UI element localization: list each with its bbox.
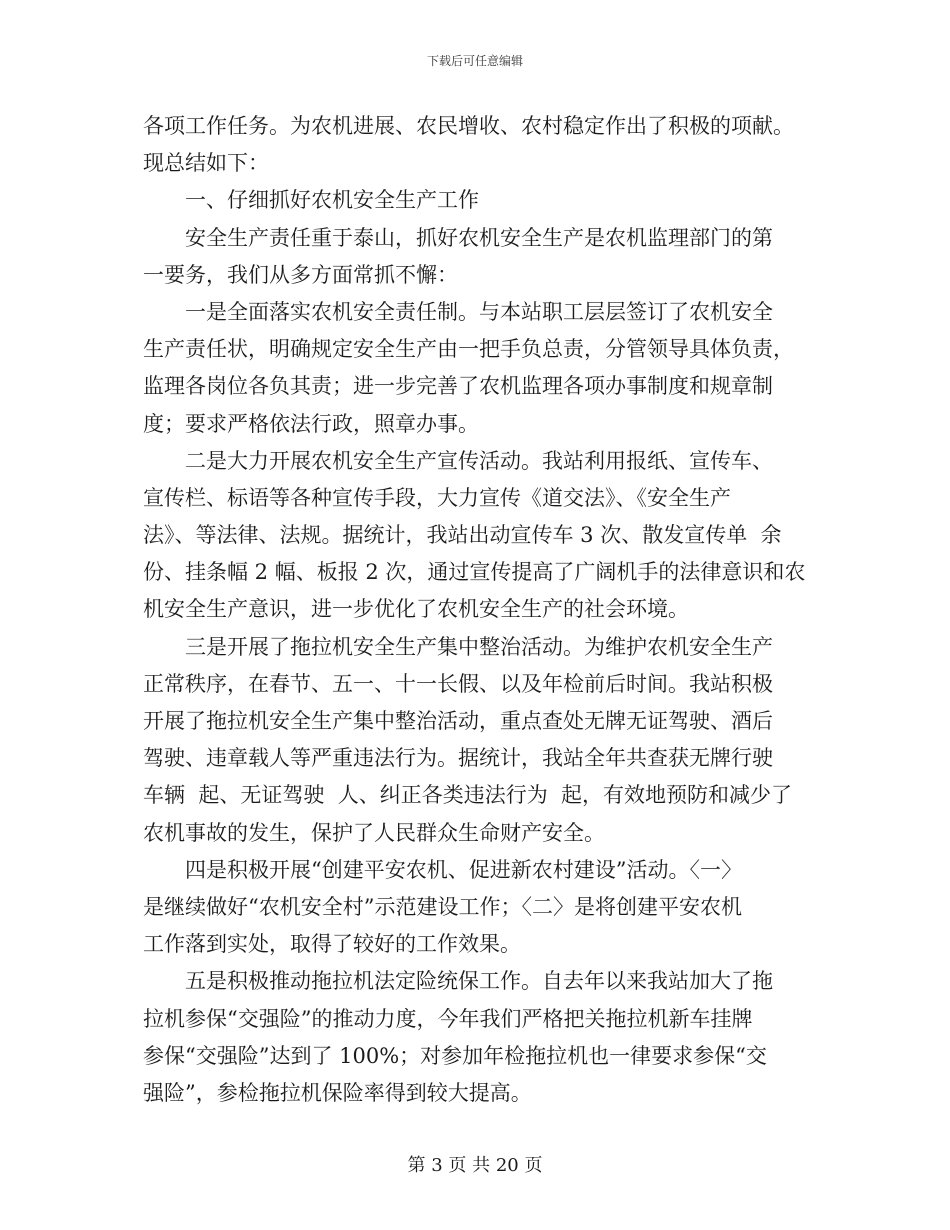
document-body — [143, 108, 808, 1112]
text-line: 机安全生产意识，进一步优化了农机安全生产的社会环境。 — [143, 597, 689, 622]
text-line: 一要务，我们从多方面常抓不懈： — [143, 262, 458, 287]
text-line: 一是全面落实农机安全责任制。与本站职工层层签订了农机安全 — [185, 299, 773, 324]
text-line: 农机事故的发生，保护了人民群众生命财产安全。 — [143, 820, 605, 845]
text-line: 三是开展了拖拉机安全生产集中整治活动。为维护农机安全生产 — [185, 634, 773, 659]
text-line: 参保“交强险”达到了 100%；对参加年检拖拉机也一律要求参保“交 — [143, 1043, 767, 1068]
text-line: 拉机参保“交强险”的推动力度，今年我们严格把关拖拉机新车挂牌 — [143, 1006, 753, 1031]
text-line: 开展了拖拉机安全生产集中整治活动，重点查处无牌无证驾驶、酒后 — [143, 709, 773, 733]
text-line: 法》、等法律、法规。据统计，我站出动宣传车 3 次、散发宣传单 余 — [143, 523, 782, 548]
text-line: 宣传栏、标语等各种宣传手段，大力宣传《道交法》、《安全生产 — [143, 485, 731, 510]
text-line: 现总结如下： — [143, 151, 269, 176]
text-line: 工作落到实处，取得了较好的工作效果。 — [143, 932, 521, 957]
text-line: 份、挂条幅 2 幅、板报 2 次，通过宣传提高了广阔机手的法律意识和农 — [143, 560, 806, 585]
text-line: 四是积极开展“创建平安农机、促进新农村建设”活动。〈一〉 — [185, 857, 742, 882]
text-line: 是继续做好“农机安全村”示范建设工作；〈二〉是将创建平安农机 — [143, 894, 742, 919]
text-line: 各项工作任务。为农机进展、农民增收、农村稳定作出了积极的项献。 — [143, 114, 794, 138]
text-line: 二是大力开展农机安全生产宣传活动。我站利用报纸、宣传车、 — [185, 448, 773, 473]
text-line: 车辆 起、无证驾驶 人、纠正各类违法行为 起，有效地预防和减少了 — [143, 783, 793, 808]
text-line: 生产责任状，明确规定安全生产由一把手负总责，分管领导具体负责， — [143, 337, 794, 362]
text-line: 强险”，参检拖拉机保险率得到较大提高。 — [143, 1080, 532, 1105]
page-header: 下载后可任意编辑 — [426, 54, 523, 68]
page-footer: 第 3 页 共 20 页 — [407, 1155, 543, 1176]
text-line: 安全生产责任重于泰山，抓好农机安全生产是农机监理部门的第 — [185, 225, 773, 250]
text-line: 监理各岗位各负其责；进一步完善了农机监理各项办事制度和规章制 — [143, 374, 773, 399]
text-line: 度；要求严格依法行政，照章办事。 — [143, 411, 479, 436]
text-line: 正常秩序，在春节、五一、十一长假、以及年检前后时间。我站积极 — [143, 671, 773, 696]
section-heading: 一、仔细抓好农机安全生产工作 — [185, 188, 479, 213]
text-line: 五是积极推动拖拉机法定险统保工作。自去年以来我站加大了拖 — [185, 969, 773, 994]
text-line: 驾驶、违章载人等严重违法行为。据统计，我站全年共查获无牌行驶 — [143, 746, 773, 771]
